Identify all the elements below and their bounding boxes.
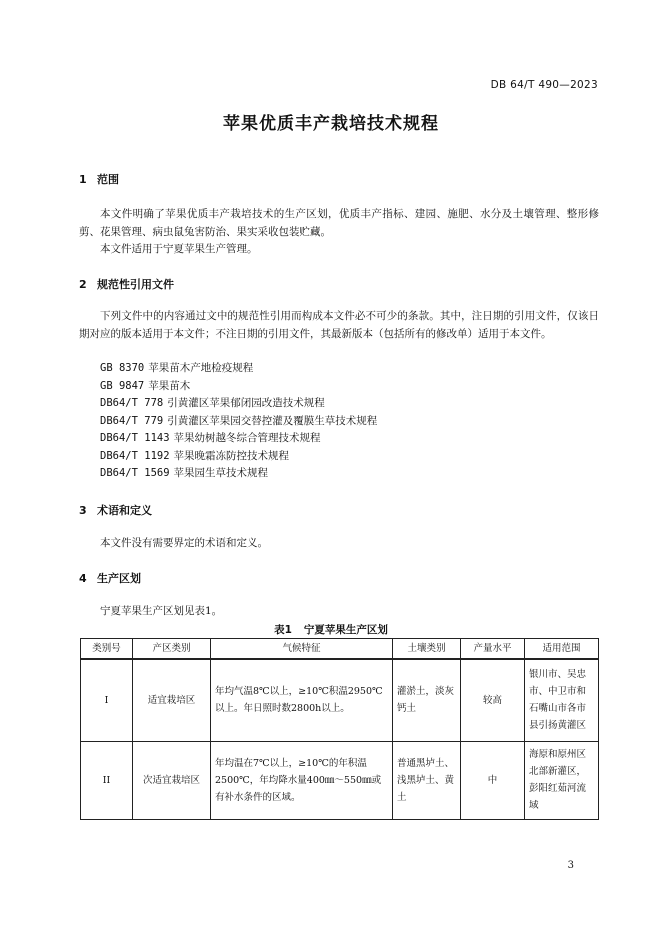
climate-cell: 年均气温8℃以上，≥10℃积温2950℃以上。年日照时数2800h以上。: [211, 659, 393, 741]
section-title: 规范性引用文件: [97, 278, 174, 291]
table-caption-text: 宁夏苹果生产区划: [303, 624, 388, 636]
reference-name: 苹果苗木: [148, 379, 191, 392]
reference-code: GB 9847: [100, 379, 145, 392]
reference-name: 苹果园生草技术规程: [173, 467, 269, 479]
soil-cell: 灌淤土，淡灰钙土: [393, 659, 461, 741]
section-4-paragraph-1: 宁夏苹果生产区划见表1。: [100, 605, 223, 617]
table-number: 表1: [274, 624, 292, 636]
scope-cell: 海原和原州区北部新灌区，彭阳红茹河流域: [525, 741, 599, 819]
section-2-paragraph-1: 下列文件中的内容通过文中的规范性引用而构成本文件必不可少的条款。其中，注日期的引用文件，仅该日期对应的版本适用于本文件；不注日期的引用文件，其最新版本（包括所有的修改单）适用于本文件。: [79, 310, 599, 340]
reference-code: DB64/T 1569: [100, 467, 170, 479]
section-title: 生产区划: [97, 572, 141, 585]
section-number: 3: [79, 504, 87, 517]
reference-name: 引黄灌区苹果郁闭园改造技术规程: [167, 397, 325, 409]
column-header: 适用范围: [525, 639, 599, 660]
reference-name: 苹果幼树越冬综合管理技术规程: [173, 432, 321, 444]
section-title: 范围: [97, 173, 119, 186]
reference-item: [100, 448, 289, 466]
reference-name: 引黄灌区苹果园交替控灌及覆膜生草技术规程: [167, 414, 378, 427]
section-3-paragraph-1: 本文件没有需要界定的术语和定义。: [100, 537, 268, 549]
reference-code: DB64/T 1143: [100, 432, 170, 444]
page-number: 3: [567, 860, 574, 871]
column-header: 类别号: [81, 639, 133, 660]
column-header: 气候特征: [211, 639, 393, 660]
reference-item: [100, 378, 190, 396]
scope-cell: 银川市、吴忠市、中卫市和石嘴山市各市县引扬黄灌区: [525, 659, 599, 741]
class-number-cell: II: [81, 741, 133, 819]
document-title: 苹果优质丰产栽培技术规程: [223, 114, 439, 134]
section-title: 术语和定义: [97, 504, 152, 517]
section-1-paragraph-1: 本文件明确了苹果优质丰产栽培技术的生产区划，优质丰产指标、建园、施肥、水分及土壤管理、整形修剪、花果管理、病虫鼠兔害防治、果实采收包装贮藏。: [79, 208, 599, 238]
standard-code: DB 64/T 490—2023: [490, 79, 598, 91]
section-number: 2: [79, 278, 87, 291]
class-number-cell: I: [81, 659, 133, 741]
reference-code: DB64/T 779: [100, 414, 164, 427]
reference-item: [100, 360, 253, 378]
reference-code: GB 8370: [100, 362, 145, 374]
section-number: 1: [79, 173, 87, 186]
reference-name: 苹果苗木产地检疫规程: [148, 362, 254, 374]
section-number: 4: [79, 572, 87, 585]
column-header: 土壤类别: [393, 639, 461, 660]
climate-cell: 年均温在7℃以上，≥10℃的年积温2500℃，年均降水量400㎜～550㎜或有补水条件的区域。: [211, 741, 393, 819]
reference-item: [100, 413, 377, 431]
soil-cell: 普通黑垆土、浅黑垆土、黄土: [393, 741, 461, 819]
table-caption: [0, 622, 662, 637]
table-header-row: [81, 639, 599, 660]
table-row: [81, 659, 599, 741]
zone-type-cell: 次适宜栽培区: [133, 741, 211, 819]
reference-item: [100, 465, 268, 483]
zone-type-cell: 适宜栽培区: [133, 659, 211, 741]
reference-name: 苹果晚霜冻防控技术规程: [173, 449, 290, 462]
section-3-heading: [79, 502, 152, 518]
reference-code: DB64/T 778: [100, 397, 164, 409]
column-header: 产区类别: [133, 639, 211, 660]
column-header: 产量水平: [461, 639, 525, 660]
section-1-paragraph-2: 本文件适用于宁夏苹果生产管理。: [100, 243, 258, 255]
reference-code: DB64/T 1192: [100, 449, 170, 462]
yield-cell: 中: [461, 741, 525, 819]
reference-item: [100, 395, 325, 413]
reference-item: [100, 430, 321, 448]
section-4-heading: [79, 570, 141, 586]
yield-cell: 较高: [461, 659, 525, 741]
section-1-heading: [79, 171, 119, 187]
table-row: [81, 741, 599, 819]
production-zoning-table: [80, 638, 599, 820]
section-2-heading: [79, 276, 174, 292]
